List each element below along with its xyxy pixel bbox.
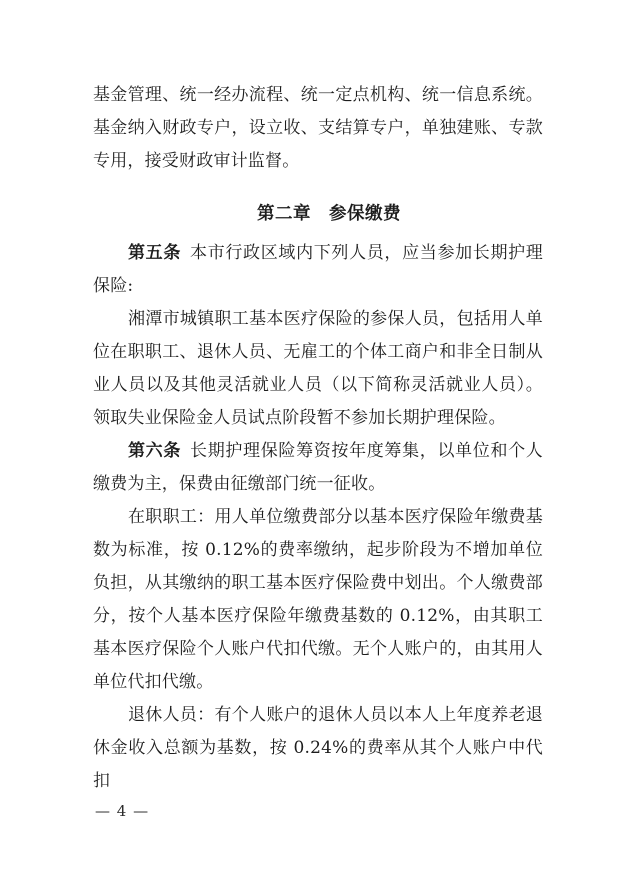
article-5-text: 本市行政区域内下列人员，应当参加长期护理保险: [93, 243, 544, 296]
article-5-label: 第五条 [128, 243, 182, 263]
chapter-heading: 第二章 参保缴费 [257, 204, 401, 224]
paragraph-retirees: 退休人员：有个人账户的退休人员以本人上年度养老退休金收入总额为基数，按 0.24%的费率从其个人账户中代扣 [93, 705, 543, 791]
page-number: — 4 — [95, 802, 150, 820]
paragraph-fund-management: 基金管理、统一经办流程、统一定点机构、统一信息系统。基金纳入财政专户，设立收、支结算专户，单独建账、专款专用，接受财政审计监督。 [93, 85, 543, 171]
page-footer [95, 801, 149, 821]
paragraph-article-5 [93, 237, 543, 303]
document-body [93, 79, 543, 798]
paragraph-article-6 [93, 435, 543, 501]
paragraph-active-employees: 在职职工：用人单位缴费部分以基本医疗保险年缴费基数为标准，按 0.12%的费率缴纳，起步阶段为不增加单位负担，从其缴纳的职工基本医疗保险费中划出。个人缴费部分，按个人基本医疗保险年缴费基数的 0.12%，由其职工基本医疗保险个人账户代扣代缴。无个人账户的，由其用人单位代扣代缴。 [93, 507, 543, 692]
paragraph-insured-scope: 湘潭市城镇职工基本医疗保险的参保人员，包括用人单位在职职工、退休人员、无雇工的个体工商户和非全日制从业人员以及其他灵活就业人员（以下简称灵活就业人员）。领取失业保险金人员试点阶段暂不参加长期护理保险。 [93, 309, 543, 428]
article-6-text: 长期护理保险筹资按年度筹集，以单位和个人缴费为主，保费由征缴部门统一征收。 [93, 441, 544, 494]
article-6-label: 第六条 [128, 441, 182, 461]
